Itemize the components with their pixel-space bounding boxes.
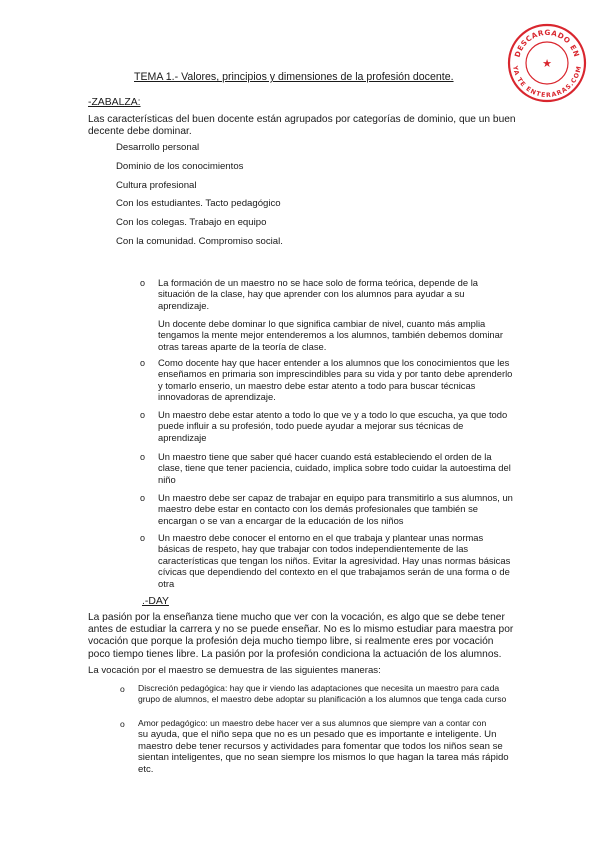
section-heading-zabalza: -ZABALZA: xyxy=(88,97,141,108)
stamp-text-bottom: YA TE ENTERARAS.COM xyxy=(511,65,583,100)
category-item: Con los estudiantes. Tacto pedagógico xyxy=(116,198,281,209)
bullet-marker: o xyxy=(140,493,146,503)
bullet-item: La formación de un maestro no se hace solo de forma teórica, depende de la situación de la clase, hay que aprender con los alumnos para ayudar a su aprendizaje. xyxy=(158,277,478,311)
bullet-item: Un maestro debe estar atento a todo lo que ve y a todo lo que escucha, ya que todo puede influir a su profesión, todo puede ayudar a mejorar sus técnicas de aprendizaje xyxy=(158,409,508,443)
bullet-item: Como docente hay que hacer entender a los alumnos que los conocimientos que les enseñamos en primaria son imprescindibles para su vida y por tanto debe aprenderlo y tomarlo enserio, un maestro debe estar atento a todo para buscar técnicas innovadoras de aprendizaje. xyxy=(158,357,513,403)
vocation-item-continued: su ayuda, que el niño sepa que no es un pesado que es importante e inteligente. Un maestro debe tener recursos y actividades para fomentar que todos los niños sean se sientan inteligentes, que no sean siempre los mismos lo que hagan la tarea más rápido etc. xyxy=(138,729,509,775)
stamp-text-top: DESCARGADO EN xyxy=(512,27,582,59)
bullet-marker: o xyxy=(140,410,146,420)
category-item: Con la comunidad. Compromiso social. xyxy=(116,236,283,247)
category-item: Cultura profesional xyxy=(116,180,197,191)
zabalza-intro: Las características del buen docente están agrupados por categorías de dominio, que un buen decente debe dominar. xyxy=(88,114,516,138)
bullet-item: Un maestro debe conocer el entorno en el que trabaja y plantear unas normas básicas de respeto, hay que trabajar con todos independientemente de las características que tengan los niños. Evitar la agresividad. Hay unas normas básicas cívicas que dependiendo del contexto en el que trabajamos serán de una forma o de otra xyxy=(158,532,511,589)
bullet-note: Un docente debe dominar lo que significa cambiar de nivel, cuanto más amplia tengamos la mente mejor entenderemos a los alumnos, también debemos dominar otras tareas aparte de la teoría de clase. xyxy=(158,318,503,352)
section-heading-day: .-DAY xyxy=(142,596,169,607)
vocation-item: Discreción pedagógica: hay que ir viendo las adaptaciones que necesita un maestro para cada grupo de alumnos, el maestro debe adoptar su planificación a los alumnos que tenga cada curso xyxy=(138,683,507,704)
bullet-marker: o xyxy=(140,278,146,288)
download-stamp-icon xyxy=(506,22,588,104)
document-title: TEMA 1.- Valores, principios y dimensiones de la profesión docente. xyxy=(134,71,454,83)
bullet-marker: o xyxy=(140,452,146,462)
bullet-marker: o xyxy=(140,533,146,543)
day-paragraph: La pasión por la enseñanza tiene mucho que ver con la vocación, es algo que se debe tener antes de estudiar la carrera y no se puede enseñar. No es lo mismo estudiar para maestra por vocación que porque la profesión deja mucho tiempo libre, si realmente eres por vocación poco tiempo tienes libre. La pasión por la profesión condiciona la actuación de los alumnos. xyxy=(88,612,514,660)
category-item: Con los colegas. Trabajo en equipo xyxy=(116,217,267,228)
vocation-item: Amor pedagógico: un maestro debe hacer ver a sus alumnos que siempre van a contar con xyxy=(138,718,487,728)
vocation-intro: La vocación por el maestro se demuestra de las siguientes maneras: xyxy=(88,665,381,676)
category-item: Dominio de los conocimientos xyxy=(116,161,244,172)
bullet-item: Un maestro tiene que saber qué hacer cuando está estableciendo el orden de la clase, tiene que tener paciencia, cuidado, implica sobre todo cuidar la autoestima del niño xyxy=(158,451,511,485)
svg-text:★: ★ xyxy=(542,57,552,70)
bullet-item: Un maestro debe ser capaz de trabajar en equipo para transmitirlo a sus alumnos, un maestro debe estar en contacto con los demás profesionales que también se encargan o se van a encargar de la educación de los niños xyxy=(158,492,513,526)
bullet-marker: o xyxy=(120,719,125,729)
category-item: Desarrollo personal xyxy=(116,142,200,153)
bullet-marker: o xyxy=(120,684,125,694)
bullet-marker: o xyxy=(140,358,146,368)
